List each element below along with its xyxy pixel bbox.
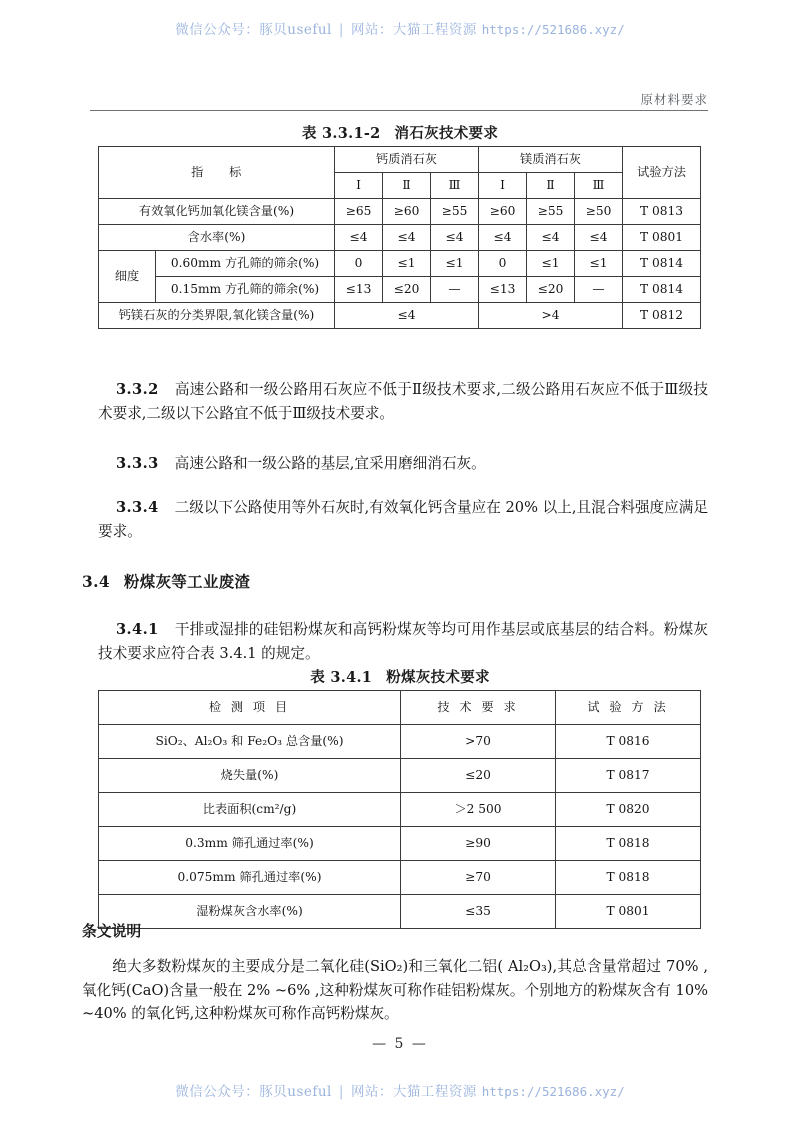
table-flyash-row-4-requirement: ≥70 <box>401 861 556 895</box>
table-lime-caption-number: 表 3.3.1-2 <box>301 125 381 142</box>
table-lime-row-2-label: 0.60mm 方孔筛的筛余(%) <box>156 251 335 277</box>
table-lime-row-0-value-3: ≥60 <box>479 199 527 225</box>
explanation-heading: 条文说明 <box>82 923 142 940</box>
clause-3-3-3-text: 高速公路和一级公路的基层,宜采用磨细消石灰。 <box>174 455 486 472</box>
table-flyash-row-2-item: 比表面积(cm²/g) <box>99 793 401 827</box>
table-flyash-row-3-requirement: ≥90 <box>401 827 556 861</box>
watermark-wechat-label: 微信公众号：豚贝useful <box>175 22 332 38</box>
table-lime-row-1-value-3: ≤4 <box>479 225 527 251</box>
table-flyash-caption-title: 粉煤灰技术要求 <box>386 669 490 686</box>
table-row <box>99 277 701 303</box>
watermark-separator-bottom: | <box>338 1084 344 1100</box>
table-lime <box>98 146 701 329</box>
table-lime-row-2-value-1: ≤1 <box>383 251 431 277</box>
table-flyash-caption <box>0 666 800 687</box>
header-rule <box>90 110 708 111</box>
table-flyash-row-2-method: T 0820 <box>556 793 701 827</box>
table-lime-row-2-value-2: ≤1 <box>431 251 479 277</box>
table-lime-row-1-value-4: ≤4 <box>527 225 575 251</box>
table-row <box>99 725 701 759</box>
table-flyash-row-0-method: T 0816 <box>556 725 701 759</box>
table-lime-header-calcium-group: 钙质消石灰 <box>335 147 479 173</box>
table-lime-last-row-magnesium-value: >4 <box>479 303 623 329</box>
table-flyash-row-0-item: SiO₂、Al₂O₃ 和 Fe₂O₃ 总含量(%) <box>99 725 401 759</box>
table-lime-row-3-label: 0.15mm 方孔筛的筛余(%) <box>156 277 335 303</box>
table-row <box>99 895 701 929</box>
table-row <box>99 827 701 861</box>
table-lime-row-3-value-1: ≤20 <box>383 277 431 303</box>
table-lime-grade-ca-1: Ⅰ <box>335 173 383 199</box>
table-lime-row-3-value-3: ≤13 <box>479 277 527 303</box>
section-heading-3-4 <box>82 570 250 592</box>
section-heading-title: 粉煤灰等工业废渣 <box>123 573 251 591</box>
table-flyash-header-item: 检 测 项 目 <box>99 691 401 725</box>
table-row <box>99 251 701 277</box>
table-lime-caption <box>0 122 800 143</box>
table-lime-row-2-value-5: ≤1 <box>575 251 623 277</box>
clause-3-3-4 <box>98 496 708 543</box>
table-lime-caption-title: 消石灰技术要求 <box>394 125 499 142</box>
table-lime-grade-mg-1: Ⅰ <box>479 173 527 199</box>
watermark-separator: | <box>338 22 344 38</box>
table-lime-row-1-value-1: ≤4 <box>383 225 431 251</box>
table-lime-row-0-value-0: ≥65 <box>335 199 383 225</box>
table-row <box>99 199 701 225</box>
page-number: — 5 — <box>372 1036 428 1052</box>
table-flyash-row-1-requirement: ≤20 <box>401 759 556 793</box>
table-lime-grade-mg-3: Ⅲ <box>575 173 623 199</box>
table-lime-fineness-group-label: 细度 <box>99 251 156 303</box>
table-lime-grade-ca-3: Ⅲ <box>431 173 479 199</box>
clause-3-4-1 <box>98 618 708 665</box>
table-flyash-row-4-method: T 0818 <box>556 861 701 895</box>
table-lime-row-1-method: T 0801 <box>623 225 701 251</box>
table-lime-row-1-label: 含水率(%) <box>99 225 335 251</box>
table-lime-row-1-value-0: ≤4 <box>335 225 383 251</box>
clause-3-4-1-number: 3.4.1 <box>116 621 159 638</box>
clause-3-3-2-number: 3.3.2 <box>116 381 159 398</box>
table-flyash-row-5-requirement: ≤35 <box>401 895 556 929</box>
table-lime-header-test-method: 试验方法 <box>623 147 701 199</box>
table-lime-row-3-value-0: ≤13 <box>335 277 383 303</box>
table-lime-row-3-method: T 0814 <box>623 277 701 303</box>
table-lime-row-2-value-4: ≤1 <box>527 251 575 277</box>
table-lime-row-0-value-5: ≥50 <box>575 199 623 225</box>
table-lime-last-row-calcium-value: ≤4 <box>335 303 479 329</box>
table-lime-row-2-value-0: 0 <box>335 251 383 277</box>
table-lime-row-1-value-5: ≤4 <box>575 225 623 251</box>
table-flyash-row-2-requirement: ＞2 500 <box>401 793 556 827</box>
section-heading-number: 3.4 <box>82 573 110 591</box>
table-lime-row-2-value-3: 0 <box>479 251 527 277</box>
watermark-top <box>0 18 800 38</box>
table-lime-row-3-value-5: — <box>575 277 623 303</box>
watermark-site-label: 网站：大猫工程资源 <box>350 22 477 38</box>
table-flyash-row-0-requirement: >70 <box>401 725 556 759</box>
table-flyash-row-5-item: 湿粉煤灰含水率(%) <box>99 895 401 929</box>
watermark-url-bottom: https://521686.xyz/ <box>481 1084 625 1099</box>
clause-3-3-2 <box>98 378 708 425</box>
watermark-bottom <box>0 1080 800 1100</box>
table-flyash-row-3-item: 0.3mm 筛孔通过率(%) <box>99 827 401 861</box>
explanation-body: 绝大多数粉煤灰的主要成分是二氧化硅(SiO₂)和三氧化二铝( Al₂O₃),其总含量常超过 70% ,氧化钙(CaO)含量一般在 2% ~6% ,这种粉煤灰可称作硅铝粉煤灰。个别地方的粉煤灰含有 10% ~40% 的氧化钙,这种粉煤灰可称作高钙粉煤灰。 <box>82 958 708 1023</box>
table-lime-grade-ca-2: Ⅱ <box>383 173 431 199</box>
watermark-wechat-label-bottom: 微信公众号：豚贝useful <box>175 1084 332 1100</box>
table-lime-header-magnesium-group: 镁质消石灰 <box>479 147 623 173</box>
table-flyash-header-row <box>99 691 701 725</box>
table-lime-row-3-value-4: ≤20 <box>527 277 575 303</box>
table-flyash-caption-number: 表 3.4.1 <box>310 669 373 686</box>
table-lime-header-indicator: 指 标 <box>99 147 335 199</box>
clause-3-4-1-text: 干排或湿排的硅铝粉煤灰和高钙粉煤灰等均可用作基层或底基层的结合料。粉煤灰技术要求应符合表 3.4.1 的规定。 <box>98 621 708 662</box>
table-flyash-row-4-item: 0.075mm 筛孔通过率(%) <box>99 861 401 895</box>
table-lime-last-row-method: T 0812 <box>623 303 701 329</box>
table-lime-row-1-value-2: ≤4 <box>431 225 479 251</box>
table-lime-row-0-value-1: ≥60 <box>383 199 431 225</box>
clause-3-3-3-number: 3.3.3 <box>116 455 159 472</box>
table-lime-grade-mg-2: Ⅱ <box>527 173 575 199</box>
table-lime-row-0-label: 有效氧化钙加氧化镁含量(%) <box>99 199 335 225</box>
table-lime-row-0-method: T 0813 <box>623 199 701 225</box>
table-flyash-row-3-method: T 0818 <box>556 827 701 861</box>
clause-3-3-2-text: 高速公路和一级公路用石灰应不低于Ⅱ级技术要求,二级公路用石灰应不低于Ⅲ级技术要求,二级以下公路宜不低于Ⅲ级技术要求。 <box>98 381 708 422</box>
running-head: 原材料要求 <box>640 92 708 107</box>
table-flyash <box>98 690 701 929</box>
table-lime-row-0-value-2: ≥55 <box>431 199 479 225</box>
table-row <box>99 861 701 895</box>
clause-3-3-4-text: 二级以下公路使用等外石灰时,有效氧化钙含量应在 20% 以上,且混合料强度应满足要求。 <box>98 499 708 540</box>
table-flyash-row-1-method: T 0817 <box>556 759 701 793</box>
table-flyash-header-requirement: 技 术 要 求 <box>401 691 556 725</box>
table-lime-last-row-label: 钙镁石灰的分类界限,氧化镁含量(%) <box>99 303 335 329</box>
clause-3-3-4-number: 3.3.4 <box>116 499 159 516</box>
table-row <box>99 225 701 251</box>
table-lime-row-0-value-4: ≥55 <box>527 199 575 225</box>
table-lime-row-3-value-2: — <box>431 277 479 303</box>
table-row <box>99 793 701 827</box>
clause-3-3-3 <box>98 452 708 476</box>
table-lime-header-row-1 <box>99 147 701 173</box>
table-flyash-header-method: 试 验 方 法 <box>556 691 701 725</box>
table-row <box>99 759 701 793</box>
watermark-url: https://521686.xyz/ <box>481 22 625 37</box>
watermark-site-label-bottom: 网站：大猫工程资源 <box>350 1084 477 1100</box>
table-flyash-row-5-method: T 0801 <box>556 895 701 929</box>
table-row <box>99 303 701 329</box>
explanation-text <box>82 955 708 1026</box>
table-lime-row-2-method: T 0814 <box>623 251 701 277</box>
table-flyash-row-1-item: 烧失量(%) <box>99 759 401 793</box>
